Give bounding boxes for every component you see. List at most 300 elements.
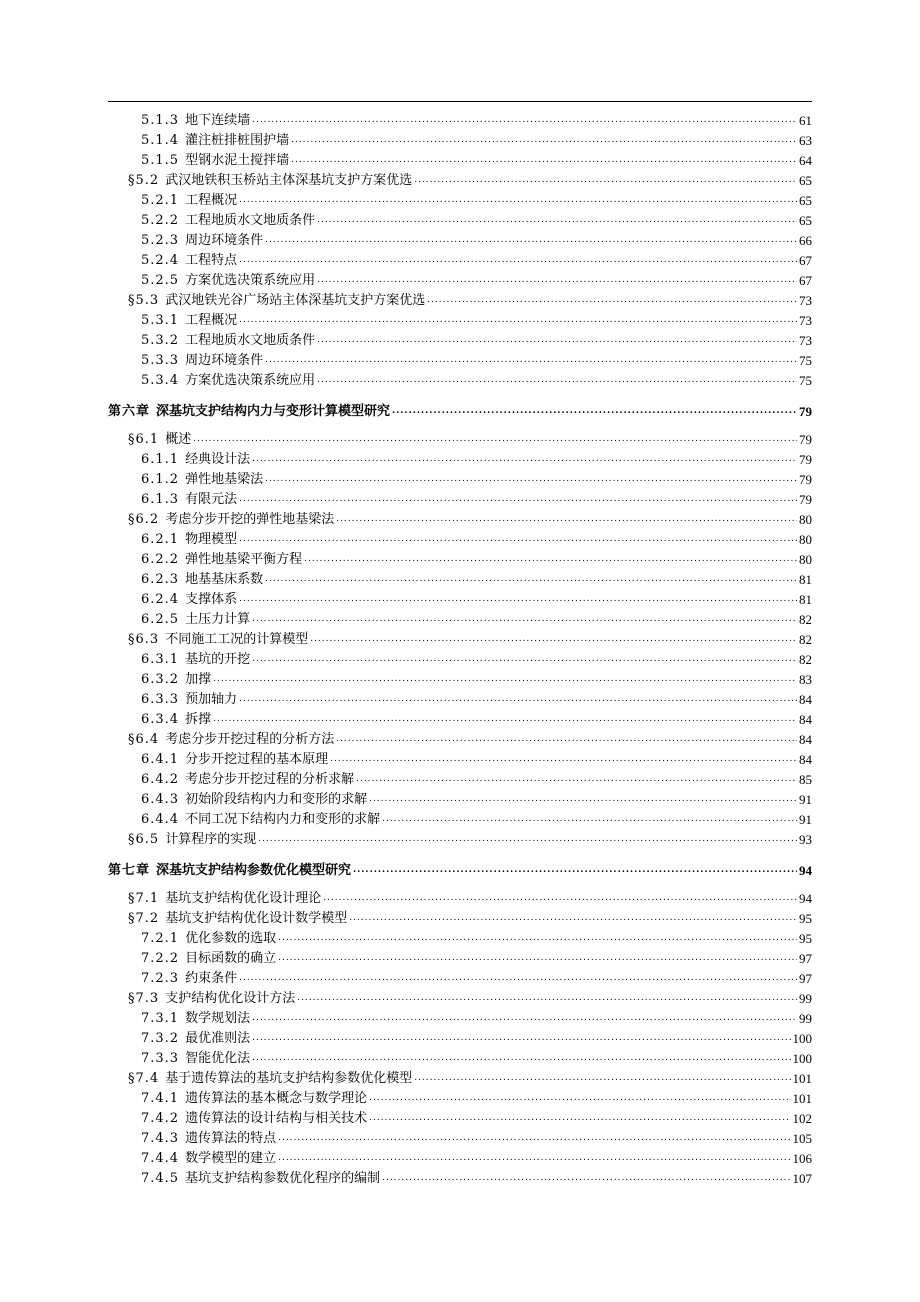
dot-leader <box>239 593 797 605</box>
toc-entry[interactable] <box>108 129 812 149</box>
toc-entry[interactable] <box>108 768 812 788</box>
toc-entry[interactable] <box>108 528 812 548</box>
toc-entry-label <box>141 193 237 209</box>
dot-leader <box>213 713 797 725</box>
toc-entry[interactable] <box>108 448 812 468</box>
toc-entry-label <box>141 492 237 508</box>
toc-page-number: 75 <box>799 353 812 368</box>
toc-entry-label <box>128 832 256 848</box>
toc-entry-number: 7.3.1 <box>141 1011 180 1026</box>
dot-leader <box>414 1072 790 1084</box>
toc-entry[interactable] <box>108 289 812 309</box>
toc-entry[interactable] <box>108 1167 812 1187</box>
toc-entry-number: 7.2.3 <box>141 971 180 986</box>
toc-entry[interactable] <box>108 468 812 488</box>
toc-entry-number: 6.2.1 <box>141 532 180 547</box>
toc-entry-title: 分步开挖过程的基本原理 <box>185 752 329 767</box>
toc-page-number: 85 <box>799 772 812 787</box>
toc-entry-title: 方案优选决策系统应用 <box>185 273 316 288</box>
toc-page-number: 100 <box>792 1031 812 1046</box>
toc-entry-label <box>141 1171 380 1187</box>
toc-entry-number: §6.3 <box>128 632 160 647</box>
toc-page-number: 99 <box>799 1011 812 1026</box>
toc-entry-label <box>128 1071 412 1087</box>
toc-entry[interactable] <box>108 708 812 728</box>
toc-entry-number: 5.2.2 <box>141 213 180 228</box>
toc-entry-label <box>141 572 263 588</box>
toc-entry[interactable] <box>108 947 812 967</box>
toc-entry-label <box>141 233 263 249</box>
toc-entry-number: 7.3.2 <box>141 1031 180 1046</box>
toc-entry[interactable] <box>108 249 812 269</box>
toc-entry-title: 遗传算法的基本概念与数学理论 <box>185 1091 368 1106</box>
toc-entry-number: 6.1.3 <box>141 492 180 507</box>
dot-leader <box>239 194 797 206</box>
toc-entry-label <box>141 692 237 708</box>
toc-entry[interactable] <box>108 887 812 907</box>
toc-entry[interactable] <box>108 1087 812 1107</box>
toc-page-number: 81 <box>799 592 812 607</box>
toc-entry[interactable] <box>108 149 812 169</box>
toc-entry[interactable] <box>108 508 812 528</box>
toc-entry-title: 武汉地铁积玉桥站主体深基坑支护方案优选 <box>165 173 413 188</box>
toc-entry-number: 6.2.5 <box>141 612 180 627</box>
toc-entry-number: §5.3 <box>128 293 160 308</box>
toc-entry-title: 考虑分步开挖的弹性地基梁法 <box>165 512 335 527</box>
toc-page-number: 99 <box>799 991 812 1006</box>
toc-entry-number: 6.1.1 <box>141 452 180 467</box>
toc-entry[interactable] <box>108 309 812 329</box>
dot-leader <box>317 274 797 286</box>
toc-entry[interactable] <box>108 369 812 389</box>
dot-leader <box>317 374 797 386</box>
dot-leader <box>278 1152 790 1164</box>
toc-page-number: 105 <box>792 1131 812 1146</box>
toc-page-number: 80 <box>799 552 812 567</box>
toc-entry-label <box>128 911 347 927</box>
toc-entry-title: 方案优选决策系统应用 <box>185 373 316 388</box>
toc-entry[interactable] <box>108 628 812 648</box>
toc-entry-number: 7.4.1 <box>141 1091 180 1106</box>
toc-entry[interactable] <box>108 588 812 608</box>
toc-entry-label <box>128 293 425 309</box>
dot-leader <box>193 433 797 445</box>
toc-entry[interactable] <box>108 349 812 369</box>
dot-leader <box>213 673 797 685</box>
toc-page-number: 65 <box>799 193 812 208</box>
toc-page-number: 94 <box>799 891 812 906</box>
toc-entry[interactable] <box>108 907 812 927</box>
dot-leader <box>252 1012 797 1024</box>
dot-leader <box>369 1112 790 1124</box>
toc-entry-label <box>141 472 263 488</box>
toc-entry-label <box>141 1151 276 1167</box>
toc-entry[interactable] <box>108 488 812 508</box>
toc-page-number: 73 <box>799 293 812 308</box>
dot-leader <box>239 254 797 266</box>
toc-entry-number: 6.4.1 <box>141 752 180 767</box>
toc-entry-title: 工程概况 <box>185 313 238 328</box>
toc-entry-number: §6.2 <box>128 512 160 527</box>
toc-page-number: 101 <box>792 1071 812 1086</box>
toc-entry-number: 第七章 <box>108 863 151 878</box>
toc-page-number: 95 <box>799 931 812 946</box>
dot-leader <box>369 1092 790 1104</box>
toc-entry-title: 预加轴力 <box>185 692 238 707</box>
dot-leader <box>252 613 797 625</box>
toc-entry[interactable] <box>108 229 812 249</box>
dot-leader <box>239 972 797 984</box>
toc-entry-number: 7.4.2 <box>141 1111 180 1126</box>
toc-entry[interactable] <box>108 1107 812 1127</box>
dot-leader <box>349 912 797 924</box>
toc-entry-title: 有限元法 <box>185 492 238 507</box>
toc-entry-label <box>141 1091 367 1107</box>
toc-entry-number: §7.3 <box>128 991 160 1006</box>
toc-entry-title: 工程概况 <box>185 193 238 208</box>
toc-page-number: 106 <box>792 1151 812 1166</box>
toc-entry-number: §7.4 <box>128 1071 160 1086</box>
toc-entry-label <box>128 432 191 448</box>
toc-page-number: 79 <box>799 404 812 419</box>
toc-entry[interactable] <box>108 748 812 768</box>
toc-entry[interactable] <box>108 1027 812 1047</box>
toc-entry-title: 武汉地铁光谷广场站主体深基坑支护方案优选 <box>165 293 426 308</box>
toc-entry-number: 7.2.2 <box>141 951 180 966</box>
dot-leader <box>258 833 797 845</box>
toc-entry[interactable] <box>108 1007 812 1027</box>
toc-entry-title: 遗传算法的特点 <box>185 1131 277 1146</box>
dot-leader <box>239 314 797 326</box>
toc-entry-number: §5.2 <box>128 173 160 188</box>
toc-entry-title: 土压力计算 <box>185 612 251 627</box>
toc-entry-number: 5.2.1 <box>141 193 180 208</box>
toc-page-number: 93 <box>799 832 812 847</box>
toc-page-number: 80 <box>799 512 812 527</box>
toc-entry[interactable] <box>108 967 812 987</box>
toc-entry-label <box>128 173 412 189</box>
toc-entry-label <box>141 373 315 389</box>
toc-entry[interactable] <box>108 668 812 688</box>
toc-entry-title: 考虑分步开挖过程的分析方法 <box>165 732 335 747</box>
dot-leader <box>291 154 797 166</box>
toc-entry-title: 弹性地基梁法 <box>185 472 264 487</box>
toc-entry-number: 6.4.3 <box>141 792 180 807</box>
toc-entry-number: 5.2.5 <box>141 273 180 288</box>
toc-entry-label <box>128 732 334 748</box>
toc-page-number: 64 <box>799 153 812 168</box>
toc-entry-title: 灌注桩排桩围护墙 <box>185 133 290 148</box>
toc-entry-label <box>128 512 334 528</box>
dot-leader <box>330 753 797 765</box>
toc-entry-number: 6.2.2 <box>141 552 180 567</box>
dot-leader <box>239 533 797 545</box>
toc-entry-number: 5.1.3 <box>141 113 180 128</box>
toc-entry-label <box>141 951 276 967</box>
toc-entry-number: 7.2.1 <box>141 931 180 946</box>
toc-page-number: 80 <box>799 532 812 547</box>
toc-entry[interactable] <box>108 927 812 947</box>
toc-entry-number: 6.1.2 <box>141 472 180 487</box>
toc-entry[interactable] <box>108 1127 812 1147</box>
toc-chapter-entry[interactable] <box>108 857 812 879</box>
toc-entry-title: 智能优化法 <box>185 1051 251 1066</box>
toc-entry[interactable] <box>108 987 812 1007</box>
toc-entry-title: 不同工况下结构内力和变形的求解 <box>185 812 381 827</box>
toc-entry-title: 支护结构优化设计方法 <box>165 991 296 1006</box>
dot-leader <box>382 813 797 825</box>
toc-page-number: 79 <box>799 432 812 447</box>
toc-entry-label <box>141 333 315 349</box>
toc-entry-label <box>141 752 328 768</box>
toc-page-number: 81 <box>799 572 812 587</box>
toc-entry-title: 周边环境条件 <box>185 353 264 368</box>
toc-page-number: 91 <box>799 792 812 807</box>
toc-entry-title: 支撑体系 <box>185 592 238 607</box>
toc-entry-title: 地基基床系数 <box>185 572 264 587</box>
toc-page-number: 67 <box>799 273 812 288</box>
toc-entry-number: 7.3.3 <box>141 1051 180 1066</box>
toc-entry-title: 概述 <box>165 432 192 447</box>
toc-entry-title: 周边环境条件 <box>185 233 264 248</box>
dot-leader <box>427 294 797 306</box>
toc-entry-title: 考虑分步开挖过程的分析求解 <box>185 772 355 787</box>
dot-leader <box>252 453 797 465</box>
toc-entry[interactable] <box>108 828 812 848</box>
toc-entry-title: 物理模型 <box>185 532 238 547</box>
toc-entry-title: 地下连续墙 <box>185 113 251 128</box>
toc-entry-number: 6.4.2 <box>141 772 180 787</box>
toc-page-number: 61 <box>799 113 812 128</box>
toc-entry-number: 5.2.4 <box>141 253 180 268</box>
toc-page-number: 84 <box>799 712 812 727</box>
toc-entry[interactable] <box>108 1147 812 1167</box>
toc-entry-label <box>108 404 390 420</box>
toc-entry-label <box>141 772 354 788</box>
toc-page-number: 100 <box>792 1051 812 1066</box>
toc-entry-title: 工程地质水文地质条件 <box>185 213 316 228</box>
toc-entry[interactable] <box>108 189 812 209</box>
dot-leader <box>252 653 797 665</box>
toc-page-number: 97 <box>799 971 812 986</box>
toc-entry-label <box>141 592 237 608</box>
dot-leader <box>353 864 797 876</box>
toc-page-number: 102 <box>792 1111 812 1126</box>
toc-entry-title: 目标函数的确立 <box>185 951 277 966</box>
toc-chapter-entry[interactable] <box>108 398 812 420</box>
toc-entry[interactable] <box>108 269 812 289</box>
toc-entry[interactable] <box>108 1067 812 1087</box>
dot-leader <box>278 1132 790 1144</box>
toc-page-number: 84 <box>799 692 812 707</box>
dot-leader <box>317 334 797 346</box>
toc-entry-label <box>141 612 250 628</box>
toc-entry-title: 计算程序的实现 <box>165 832 257 847</box>
toc-entry-number: 6.4.4 <box>141 812 180 827</box>
toc-entry-title: 型钢水泥土搅拌墙 <box>185 153 290 168</box>
toc-entry-label <box>141 652 250 668</box>
toc-entry-title: 最优准则法 <box>185 1031 251 1046</box>
dot-leader <box>336 733 797 745</box>
dot-leader <box>414 174 797 186</box>
dot-leader <box>297 992 797 1004</box>
dot-leader <box>252 114 797 126</box>
toc-entry[interactable] <box>108 568 812 588</box>
toc-entry-number: 7.4.5 <box>141 1171 180 1186</box>
toc-entry[interactable] <box>108 209 812 229</box>
toc-page-number: 65 <box>799 173 812 188</box>
toc-entry-title: 弹性地基梁平衡方程 <box>185 552 303 567</box>
dot-leader <box>265 473 797 485</box>
dot-leader <box>265 234 797 246</box>
toc-entry-label <box>141 812 380 828</box>
dot-leader <box>382 1172 790 1184</box>
toc-page-number: 82 <box>799 612 812 627</box>
toc-entry[interactable] <box>108 788 812 808</box>
toc-entry-title: 优化参数的选取 <box>185 931 277 946</box>
dot-leader <box>278 932 797 944</box>
toc-page-number: 83 <box>799 672 812 687</box>
toc-entry-number: 5.2.3 <box>141 233 180 248</box>
toc-entry-number: 6.3.2 <box>141 672 180 687</box>
toc-entry-label <box>141 213 315 229</box>
toc-entry-number: 5.1.5 <box>141 153 180 168</box>
toc-entry-title: 约束条件 <box>185 971 238 986</box>
toc-entry-title: 经典设计法 <box>185 452 251 467</box>
toc-page-number: 79 <box>799 492 812 507</box>
dot-leader <box>278 952 797 964</box>
toc-entry[interactable] <box>108 608 812 628</box>
toc-page-number: 94 <box>799 863 812 878</box>
toc-entry-label <box>141 1031 250 1047</box>
toc-entry-label <box>128 891 321 907</box>
dot-leader <box>317 214 797 226</box>
toc-entry-label <box>141 931 276 947</box>
toc-entry-number: 5.3.2 <box>141 333 180 348</box>
toc-entry-label <box>141 1111 367 1127</box>
dot-leader <box>392 405 797 417</box>
toc-page-number: 107 <box>792 1171 812 1186</box>
toc-page-number: 79 <box>799 472 812 487</box>
toc-entry-label <box>141 552 302 568</box>
toc-entry-title: 基坑支护结构优化设计理论 <box>165 891 322 906</box>
toc-page-number: 66 <box>799 233 812 248</box>
toc-entry-title: 不同施工工况的计算模型 <box>165 632 309 647</box>
dot-leader <box>323 892 797 904</box>
toc-entry-label <box>141 452 250 468</box>
toc-entry[interactable] <box>108 109 812 129</box>
toc-entry-title: 遗传算法的设计结构与相关技术 <box>185 1111 368 1126</box>
toc-entry-number: §6.1 <box>128 432 160 447</box>
toc-page-number: 95 <box>799 911 812 926</box>
table-of-contents <box>108 109 812 1187</box>
toc-entry-title: 基于遗传算法的基坑支护结构参数优化模型 <box>165 1071 413 1086</box>
toc-entry-label <box>141 672 211 688</box>
toc-entry-title: 基坑支护结构参数优化程序的编制 <box>185 1171 381 1186</box>
dot-leader <box>239 693 797 705</box>
toc-page-number: 91 <box>799 812 812 827</box>
toc-entry[interactable] <box>108 648 812 668</box>
toc-entry-label <box>141 313 237 329</box>
toc-entry[interactable] <box>108 329 812 349</box>
toc-entry-label <box>141 1051 250 1067</box>
toc-entry-label <box>141 532 237 548</box>
toc-entry-title: 数学规划法 <box>185 1011 251 1026</box>
toc-entry-number: 5.3.3 <box>141 353 180 368</box>
dot-leader <box>252 1032 790 1044</box>
toc-entry-label <box>141 712 211 728</box>
toc-page-number: 97 <box>799 951 812 966</box>
dot-leader <box>310 633 797 645</box>
toc-entry-title: 深基坑支护结构内力与变形计算模型研究 <box>156 404 391 419</box>
toc-entry-label <box>141 133 289 149</box>
toc-entry-number: 6.2.3 <box>141 572 180 587</box>
toc-entry-number: 5.1.4 <box>141 133 180 148</box>
toc-entry-label <box>141 153 289 169</box>
toc-entry-label <box>141 1131 276 1147</box>
dot-leader <box>336 513 797 525</box>
toc-entry-title: 初始阶段结构内力和变形的求解 <box>185 792 368 807</box>
toc-entry-label <box>141 971 237 987</box>
toc-entry[interactable] <box>108 428 812 448</box>
dot-leader <box>265 354 797 366</box>
toc-entry[interactable] <box>108 548 812 568</box>
toc-entry[interactable] <box>108 1047 812 1067</box>
toc-page-number: 65 <box>799 213 812 228</box>
toc-entry[interactable] <box>108 728 812 748</box>
toc-entry-title: 深基坑支护结构参数优化模型研究 <box>156 863 352 878</box>
dot-leader <box>369 793 797 805</box>
toc-entry-number: 7.4.3 <box>141 1131 180 1146</box>
toc-entry-label <box>141 1011 250 1027</box>
toc-entry-label <box>141 253 237 269</box>
toc-page-number: 73 <box>799 313 812 328</box>
toc-entry-label <box>108 863 351 879</box>
toc-page-number: 67 <box>799 253 812 268</box>
toc-entry-title: 基坑的开挖 <box>185 652 251 667</box>
toc-entry-label <box>141 113 250 129</box>
toc-page-number: 79 <box>799 452 812 467</box>
toc-entry-number: 6.3.4 <box>141 712 180 727</box>
dot-leader <box>304 553 797 565</box>
toc-entry-label <box>141 273 315 289</box>
toc-entry[interactable] <box>108 688 812 708</box>
dot-leader <box>291 134 797 146</box>
toc-entry-label <box>128 632 308 648</box>
toc-entry[interactable] <box>108 169 812 189</box>
toc-page-number: 84 <box>799 732 812 747</box>
toc-entry-number: 5.3.1 <box>141 313 180 328</box>
toc-entry-label <box>141 353 263 369</box>
toc-entry-title: 工程地质水文地质条件 <box>185 333 316 348</box>
toc-entry-number: §7.2 <box>128 911 160 926</box>
toc-page-number: 73 <box>799 333 812 348</box>
toc-entry-number: 6.3.1 <box>141 652 180 667</box>
toc-entry[interactable] <box>108 808 812 828</box>
dot-leader <box>252 1052 790 1064</box>
toc-page-number: 82 <box>799 652 812 667</box>
toc-entry-label <box>141 792 367 808</box>
toc-entry-number: 7.4.4 <box>141 1151 180 1166</box>
toc-entry-title: 加撑 <box>185 672 212 687</box>
toc-entry-number: §7.1 <box>128 891 160 906</box>
toc-entry-number: 6.2.4 <box>141 592 180 607</box>
toc-page-number: 82 <box>799 632 812 647</box>
toc-page-number: 84 <box>799 752 812 767</box>
toc-entry-title: 数学模型的建立 <box>185 1151 277 1166</box>
toc-entry-number: 第六章 <box>108 404 151 419</box>
toc-page-number: 63 <box>799 133 812 148</box>
